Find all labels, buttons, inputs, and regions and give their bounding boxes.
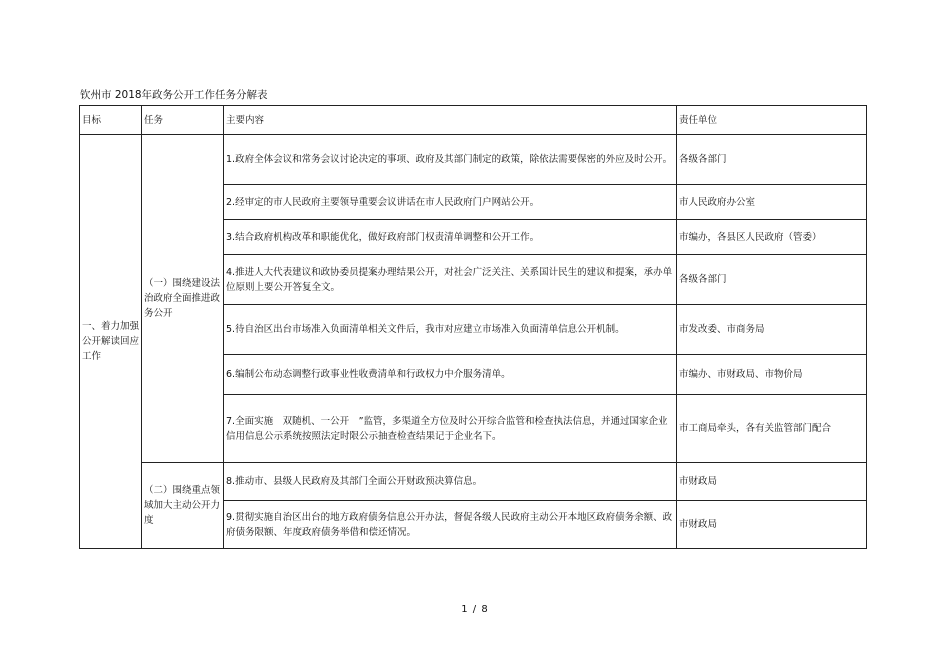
content-cell: 4.推进人大代表建议和政协委员提案办理结果公开，对社会广泛关注、关系国计民生的建议和提案，承办单位原则上要公开答复全文。 (224, 255, 677, 305)
task-breakdown-table (79, 105, 867, 549)
content-cell: 3.结合政府机构改革和职能优化，做好政府部门权责清单调整和公开工作。 (224, 220, 677, 255)
header-content: 主要内容 (224, 106, 677, 135)
unit-cell: 各级各部门 (677, 255, 867, 305)
table-row (80, 463, 867, 501)
unit-cell: 市财政局 (677, 501, 867, 549)
table-header-row (80, 106, 867, 135)
unit-cell: 市发改委、市商务局 (677, 305, 867, 355)
unit-cell: 各级各部门 (677, 135, 867, 185)
content-cell: 2.经审定的市人民政府主要领导重要会议讲话在市人民政府门户网站公开。 (224, 185, 677, 220)
content-cell: 5.待自治区出台市场准入负面清单相关文件后，我市对应建立市场准入负面清单信息公开机制。 (224, 305, 677, 355)
content-cell: 1.政府全体会议和常务会议讨论决定的事项、政府及其部门制定的政策，除依法需要保密的外应及时公开。 (224, 135, 677, 185)
page-number: 1 / 8 (461, 604, 489, 615)
task-cell-1: （一）围绕建设法治政府全面推进政务公开 (142, 135, 224, 463)
header-goal: 目标 (80, 106, 142, 135)
unit-cell: 市编办、市财政局、市物价局 (677, 355, 867, 395)
content-cell: 9.贯彻实施自治区出台的地方政府债务信息公开办法，督促各级人民政府主动公开本地区政府债务余额、政府债务限额、年度政府债务举借和偿还情况。 (224, 501, 677, 549)
unit-cell: 市人民政府办公室 (677, 185, 867, 220)
goal-cell: 一、着力加强公开解读回应工作 (80, 135, 142, 549)
task-cell-2: （二）围绕重点领域加大主动公开力度 (142, 463, 224, 549)
unit-cell: 市财政局 (677, 463, 867, 501)
table-row (80, 135, 867, 185)
unit-cell: 市编办，各县区人民政府（管委） (677, 220, 867, 255)
header-task: 任务 (142, 106, 224, 135)
content-cell: 8.推动市、县级人民政府及其部门全面公开财政预决算信息。 (224, 463, 677, 501)
header-unit: 责任单位 (677, 106, 867, 135)
document-title: 钦州市 2018年政务公开工作任务分解表 (80, 89, 268, 101)
content-cell: 7.全面实施 双随机、一公开 ”监管，多渠道全方位及时公开综合监管和检查执法信息，并通过国家企业信用信息公示系统按照法定时限公示抽查检查结果记于企业名下。 (224, 395, 677, 463)
unit-cell: 市工商局牵头，各有关监管部门配合 (677, 395, 867, 463)
content-cell: 6.编制公布动态调整行政事业性收费清单和行政权力中介服务清单。 (224, 355, 677, 395)
